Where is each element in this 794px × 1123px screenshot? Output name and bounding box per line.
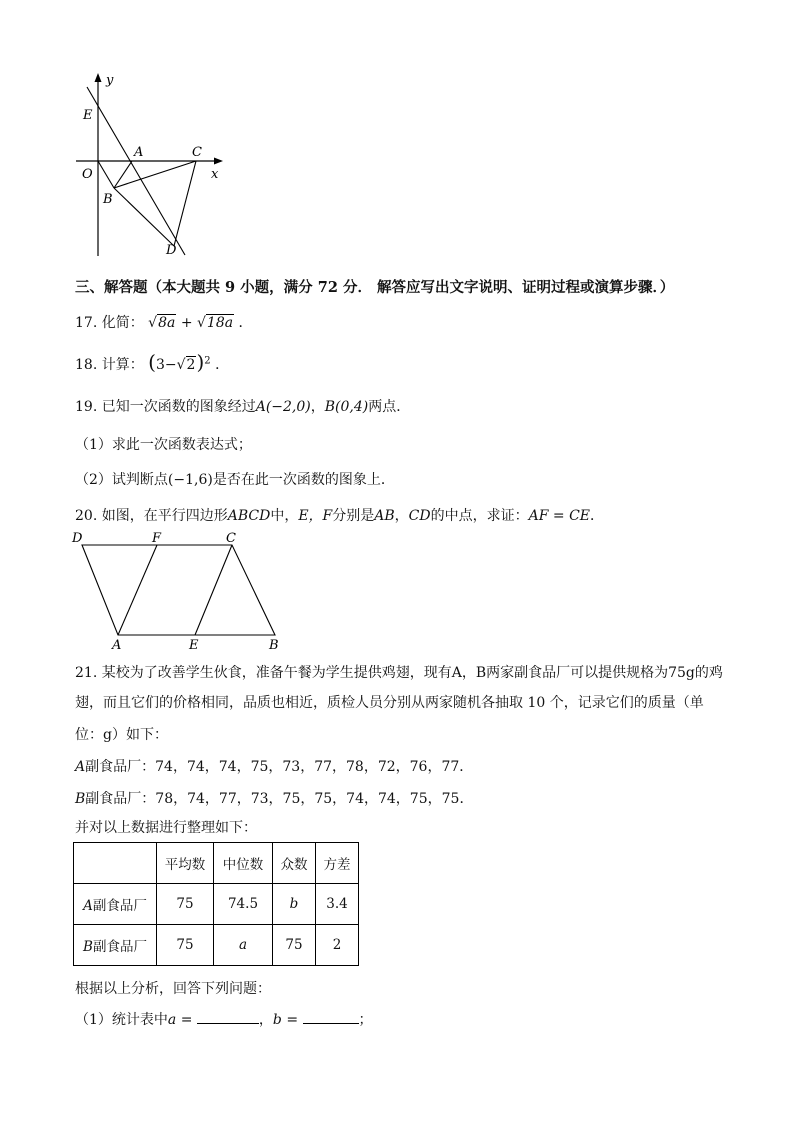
label-a: A — [134, 145, 144, 160]
q20-suffix: ． — [590, 508, 604, 524]
label-e: E — [83, 108, 93, 123]
q17-sqrt-a: √8a — [148, 315, 176, 331]
q17-plus: + — [180, 315, 193, 331]
q21-line1: 某校为了改善学生伙食，准备午餐为学生提供鸡翅，现有A，B两家副食品厂可以提供规格为75g的鸡 — [101, 665, 723, 681]
q19-comma: ， — [310, 399, 325, 415]
label-b-para: B — [269, 638, 279, 653]
q19-point-a: A(−2,0) — [255, 399, 311, 415]
q18-radicand: 2 — [186, 357, 196, 373]
q19-point-b: B(0,4) — [324, 399, 369, 415]
q17-radicand-b: 18a — [206, 315, 234, 331]
q18-close-paren: ) — [196, 350, 205, 374]
q17-sqrt-b: √18a — [197, 315, 234, 331]
question-18 — [75, 350, 229, 374]
y-axis-arrow — [95, 73, 102, 82]
q19-part2-b: 是否在此一次函数的图象上． — [212, 472, 395, 488]
table-header-cell: 方差 — [316, 843, 359, 884]
q20-text-b: 中， — [270, 508, 299, 524]
q21-data-a-values: 副食品厂：74，74，74，75，73，77，78，72，76，77． — [85, 759, 474, 775]
q21-data-b — [75, 788, 473, 808]
table-header-cell: 众数 — [273, 843, 316, 884]
q20-ab: AB — [374, 508, 395, 524]
segment-af — [118, 545, 157, 635]
table-cell: b — [273, 884, 316, 925]
segment-ob — [98, 161, 114, 188]
q19-part-1: （1）求此一次函数表达式； — [75, 437, 252, 453]
table-cell: 2 — [316, 925, 359, 966]
table-header-cell: 平均数 — [157, 843, 214, 884]
question-19 — [75, 396, 410, 416]
q20-equation: AF = CE — [528, 508, 590, 524]
table-cell: 3.4 — [316, 884, 359, 925]
q18-open-paren: ( — [148, 350, 156, 374]
label-a-para: A — [112, 638, 122, 653]
stats-table — [73, 842, 359, 966]
table-header-row — [74, 843, 359, 884]
q21-part1-end: ； — [358, 1012, 373, 1028]
q21-data-a-letter: A — [75, 759, 86, 775]
table-cell: a — [214, 925, 273, 966]
row-label-letter: A — [83, 898, 93, 914]
label-y: y — [106, 73, 114, 88]
segment-cd — [174, 161, 196, 246]
label-x: x — [211, 167, 219, 182]
table-cell: 75 — [157, 884, 214, 925]
q18-suffix: ． — [215, 357, 230, 373]
q20-cd: CD — [408, 508, 431, 524]
q21-analysis: 根据以上分析，回答下列问题： — [75, 981, 271, 997]
row-label-text: 副食品厂 — [92, 898, 147, 914]
q19-part2-a: （2）试判断点 — [75, 472, 168, 488]
label-c-para: C — [226, 531, 236, 546]
question-21-line-1 — [75, 662, 723, 682]
q20-comma: ， — [394, 508, 409, 524]
q21-var-a: a = — [167, 1012, 193, 1028]
label-o: O — [82, 167, 93, 182]
q17-number: 17. — [75, 315, 98, 331]
parallelogram-abcd — [82, 545, 275, 635]
question-17 — [75, 312, 253, 332]
section-title: 三、解答题（本大题共 9 小题，满分 72 分． 解答应写出文字说明、证明过程或演算步骤．） — [75, 279, 675, 296]
table-header-cell: 中位数 — [214, 843, 273, 884]
q20-number: 20. — [75, 508, 98, 524]
label-d: D — [166, 243, 177, 258]
q21-var-b: b = — [272, 1012, 299, 1028]
line-ed — [87, 87, 185, 255]
q19-part-2 — [75, 469, 395, 489]
segment-bc — [114, 161, 196, 188]
label-d-para: D — [72, 531, 83, 546]
q18-sqrt: √2 — [176, 357, 196, 373]
q18-exponent: 2 — [204, 355, 211, 367]
segment-bd — [114, 188, 174, 246]
q21-number: 21. — [75, 665, 98, 681]
question-21-line-2: 翅，而且它们的价格相同，品质也相近，质检人员分别从两家随机各抽取 10 个，记录它们的质量（单 — [75, 695, 704, 711]
question-21-line-3: 位：g）如下： — [75, 727, 168, 743]
q19-text-a: 已知一次函数的图象经过 — [101, 399, 256, 415]
q20-text-d: 的中点，求证： — [430, 508, 529, 524]
table-row-label — [74, 884, 157, 925]
q20-ef: E，F — [298, 508, 333, 524]
x-axis-arrow — [214, 158, 223, 165]
answer-blank-a[interactable] — [197, 1009, 259, 1024]
q18-number: 18. — [75, 357, 98, 373]
q17-prefix: 化简： — [101, 315, 144, 331]
label-e-para: E — [189, 638, 199, 653]
table-cell: 75 — [157, 925, 214, 966]
q19-number: 19. — [75, 399, 98, 415]
table-row — [74, 925, 359, 966]
label-c: C — [192, 145, 202, 160]
table-row-label — [74, 925, 157, 966]
table-cell: 74.5 — [214, 884, 273, 925]
q18-inner-a: 3− — [155, 357, 177, 373]
q21-intro: 并对以上数据进行整理如下： — [75, 820, 257, 836]
q19-text-b: 两点． — [368, 399, 411, 415]
q21-part1-comma: ， — [258, 1012, 273, 1028]
parallelogram-figure — [68, 528, 288, 653]
q17-radicand-a: 8a — [158, 315, 176, 331]
label-b: B — [103, 192, 113, 207]
q20-text-c: 分别是 — [332, 508, 375, 524]
question-20 — [75, 505, 604, 525]
q20-abcd: ABCD — [227, 508, 271, 524]
segment-ce — [195, 545, 232, 635]
q21-data-b-values: 副食品厂：78，74，77，73，75，75，74，74，75，75． — [85, 791, 474, 807]
table-row — [74, 884, 359, 925]
table-cell: 75 — [273, 925, 316, 966]
q18-prefix: 计算： — [101, 357, 144, 373]
coordinate-figure — [70, 68, 235, 263]
q17-suffix: ． — [238, 315, 253, 331]
q21-part1-a: （1）统计表中 — [75, 1012, 168, 1028]
row-label-text: 副食品厂 — [92, 939, 147, 955]
q19-part2-point: (−1,6) — [167, 472, 213, 488]
row-label-letter: B — [83, 939, 93, 955]
segment-ab — [114, 161, 132, 188]
q20-text-a: 如图，在平行四边形 — [101, 508, 228, 524]
answer-blank-b[interactable] — [303, 1009, 359, 1024]
q21-data-b-letter: B — [75, 791, 86, 807]
table-header-cell — [74, 843, 157, 884]
q21-data-a — [75, 756, 473, 776]
q21-part-1 — [75, 1009, 373, 1029]
label-f-para: F — [152, 531, 162, 546]
